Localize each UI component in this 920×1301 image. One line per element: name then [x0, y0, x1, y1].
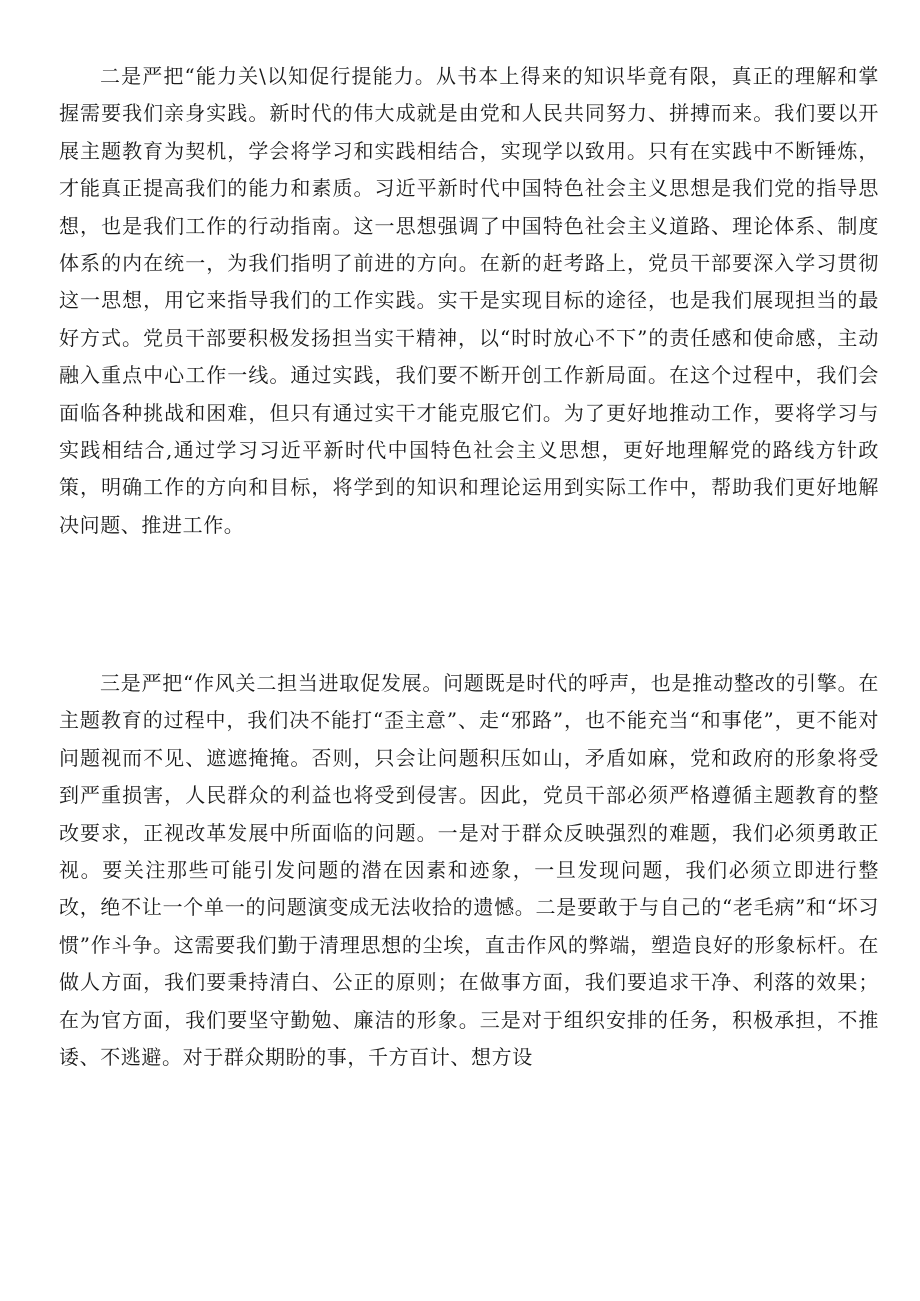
paragraph-capability: 二是严把“能力关\以知促行提能力。从书本上得来的知识毕竟有限，真正的理解和掌握需要我们亲身实践。新时代的伟大成就是由党和人民共同努力、拼搏而来。我们要以开展主题教育为契机，学会将学习和实践相结合，实现学以致用。只有在实践中不断锤炼，才能真正提高我们的能力和素质。习近平新时代中国特色社会主义思想是我们党的指导思想，也是我们工作的行动指南。这一思想强调了中国特色社会主义道路、理论体系、制度体系的内在统一，为我们指明了前进的方向。在新的赶考路上，党员干部要深入学习贯彻这一思想，用它来指导我们的工作实践。实干是实现目标的途径，也是我们展现担当的最好方式。党员干部要积极发扬担当实干精神，以“时时放心不下”的责任感和使命感，主动融入重点中心工作一线。通过实践，我们要不断开创工作新局面。在这个过程中，我们会面临各种挑战和困难，但只有通过实干才能克服它们。为了更好地推动工作，要将学习与实践相结合,通过学习习近平新时代中国特色社会主义思想，更好地理解党的路线方针政策，明确工作的方向和目标，将学到的知识和理论运用到实际工作中，帮助我们更好地解决问题、推进工作。: [59, 64, 879, 537]
paragraph-work-style: 三是严把“作风关二担当进取促发展。问题既是时代的呼声，也是推动整改的引擎。在主题教育的过程中，我们决不能打“歪主意”、走“邪路”，也不能充当“和事佬”，更不能对问题视而不见、遮遮掩掩。否则，只会让问题积压如山，矛盾如麻，党和政府的形象将受到严重损害，人民群众的利益也将受到侵害。因此，党员干部必须严格遵循主题教育的整改要求，正视改革发展中所面临的问题。一是对于群众反映强烈的难题，我们必须勇敢正视。要关注那些可能引发问题的潜在因素和迹象，一旦发现问题，我们必须立即进行整改，绝不让一个单一的问题演变成无法收拾的遗憾。二是要敢于与自己的“老毛病”和“坏习惯”作斗争。这需要我们勤于清理思想的尘埃，直击作风的弊端，塑造良好的形象标杆。在做人方面，我们要秉持清白、公正的原则；在做事方面，我们要追求干净、利落的效果；在为官方面，我们要坚守勤勉、廉洁的形象。三是对于组织安排的任务，积极承担，不推诿、不逃避。对于群众期盼的事，千方百计、想方设: [59, 671, 879, 1070]
